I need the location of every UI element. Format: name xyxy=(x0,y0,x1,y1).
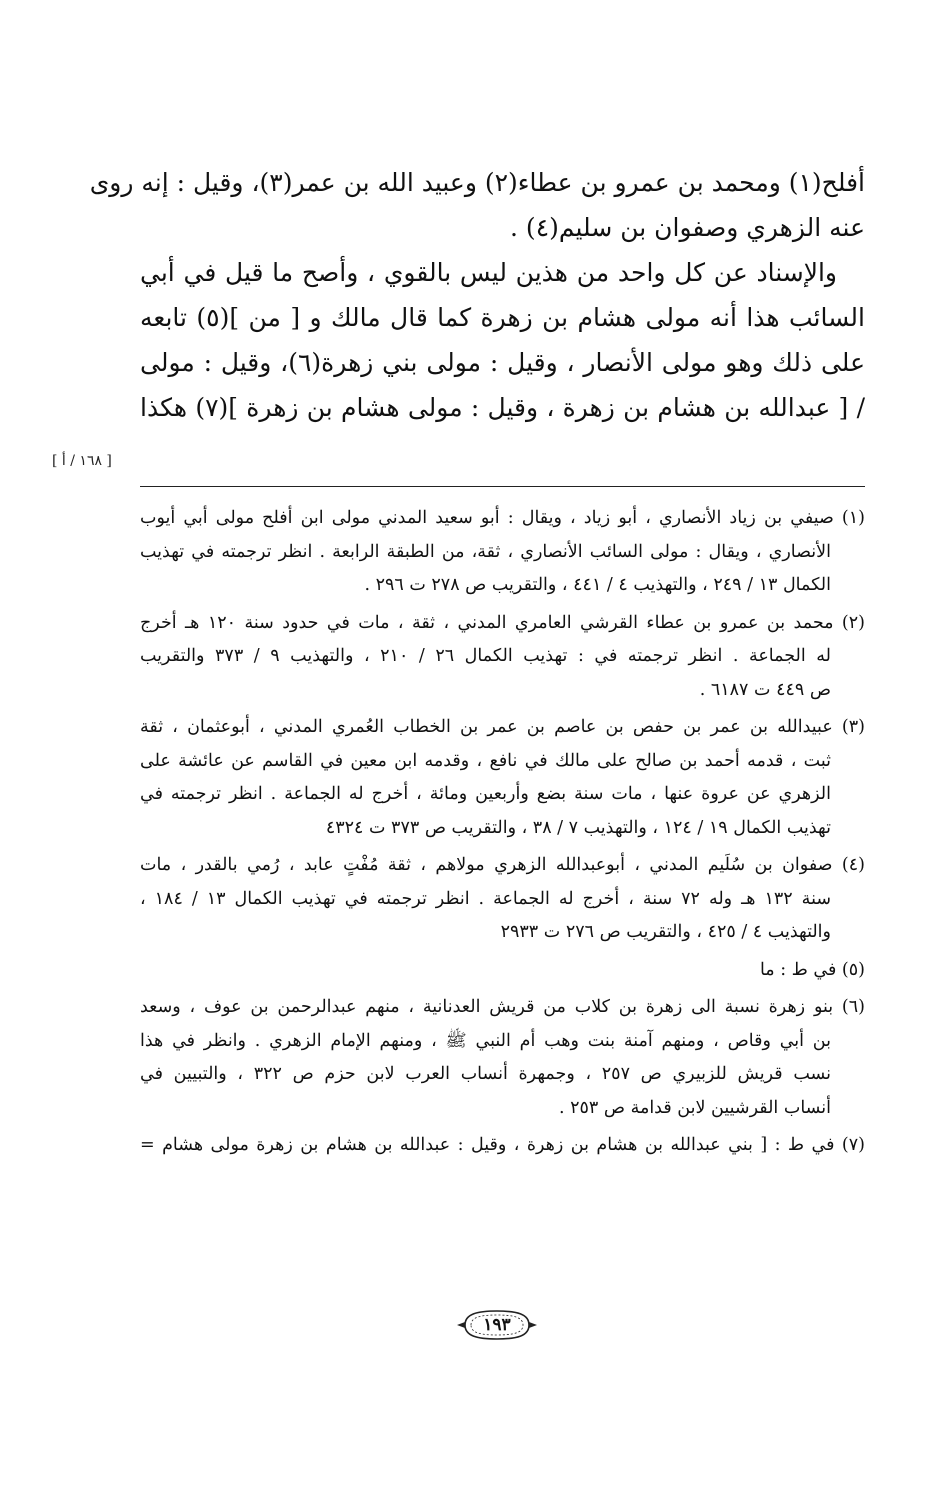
footnote-line: الزهري عن عروة عنها ، مات سنة بضع وأربعين ومائة ، أخرج له الجماعة . انظر ترجمته في xyxy=(140,784,831,804)
footnote-line: (٦) بنو زهرة نسبة الى زهرة بن كلاب من قريش العدنانية ، منهم عبدالرحمن بن عوف ، وسعد xyxy=(140,997,865,1017)
footnote-4 xyxy=(140,849,865,950)
main-text-line: والإسناد عن كل واحد من هذين ليس بالقوي ، وأصح ما قيل في أبي xyxy=(140,258,837,287)
footnote-line: الكمال ١٣ / ٢٤٩ ، والتهذيب ٤ / ٤٤١ ، والتقريب ص ٢٧٨ ت ٢٩٦ . xyxy=(364,575,831,595)
footnote-line: له الجماعة . انظر ترجمته في : تهذيب الكمال ٢٦ / ٢١٠ ، والتهذيب ٩ / ٣٧٣ والتقريب xyxy=(140,646,831,666)
main-text-line: عنه الزهري وصفوان بن سليم(٤) . xyxy=(510,213,865,242)
footnote-line: نسب قريش للزبيري ص ٢٥٧ ، وجمهرة أنساب العرب لابن حزم ص ٣٢٢ ، والتبيين في xyxy=(140,1064,831,1084)
footnote-line: (٣) عبيدالله بن عمر بن حفص بن عاصم بن عمر بن الخطاب العُمري المدني ، أبوعثمان ، ثقة xyxy=(140,717,865,737)
footnote-line: سنة ١٣٢ هـ وله ٧٢ سنة ، أخرج له الجماعة . انظر ترجمته في تهذيب الكمال ١٣ / ١٨٤ ، xyxy=(140,888,832,909)
footnote-6 xyxy=(140,991,865,1125)
footnote-line: أنساب القرشيين لابن قدامة ص ٢٥٣ . xyxy=(558,1097,831,1118)
footnote-line: (١) صيفي بن زياد الأنصاري ، أبو زياد ، ويقال : أبو سعيد المدني مولى ابن أفلح مولى أبي أيوب xyxy=(140,508,865,528)
footnote-line: ص ٤٤٩ ت ٦١٨٧ . xyxy=(699,679,831,700)
footnote-3 xyxy=(140,711,865,845)
footnote-line: (٧) في ط : [ بني عبدالله بن هشام بن زهرة ، وقيل : عبدالله بن هشام بن زهرة مولى هشام = xyxy=(140,1135,865,1155)
footnote-1 xyxy=(140,502,865,603)
footnote-line: ثبت ، قدمه أحمد بن صالح على مالك في نافع ، وقدمه ابن معين في القاسم عن عائشة على xyxy=(140,750,831,771)
footnote-line: (٢) محمد بن عمرو بن عطاء القرشي العامري المدني ، ثقة ، مات في حدود سنة ١٢٠ هـ أخرج xyxy=(140,612,865,633)
footnote-5 xyxy=(140,954,865,988)
main-text-line: / [ عبدالله بن هشام بن زهرة ، وقيل : مولى هشام بن زهرة ](٧) هكذا xyxy=(140,393,865,422)
main-text-line: على ذلك وهو مولى الأنصار ، وقيل : مولى بني زهرة(٦)، وقيل : مولى xyxy=(140,348,865,377)
footnote-7 xyxy=(140,1129,865,1163)
manuscript-folio-marker: [ ١٦٨ / أ ] xyxy=(52,453,112,469)
footnote-2 xyxy=(140,607,865,708)
footnote-separator xyxy=(140,486,865,487)
page-number xyxy=(455,1308,539,1342)
main-text xyxy=(89,160,865,430)
footnote-line: (٥) في ط : ما xyxy=(759,959,865,980)
footnote-line: (٤) صفوان بن سُلَيم المدني ، أبوعبدالله الزهري مولاهم ، ثقة مُفْتٍ عابد ، رُمي بالقدر ، مات xyxy=(140,855,865,875)
footnote-line: والتهذيب ٤ / ٤٢٥ ، والتقريب ص ٢٧٦ ت ٢٩٣٣ xyxy=(500,922,831,942)
footnote-line: بن أبي وقاص ، ومنهم آمنة بنت وهب أم النبي ﷺ ، ومنهم الإمام الزهري . وانظر في هذا xyxy=(140,1030,831,1051)
page-number-text: ١٩٣ xyxy=(483,1315,511,1335)
footnote-line: تهذيب الكمال ١٩ / ١٢٤ ، والتهذيب ٧ / ٣٨ ، والتقريب ص ٣٧٣ ت ٤٣٢٤ xyxy=(325,817,831,838)
main-text-line: السائب هذا أنه مولى هشام بن زهرة كما قال مالك و [ من ](٥) تابعه xyxy=(140,303,865,332)
footnote-line: الأنصاري ، ويقال : مولى السائب الأنصاري ، ثقة، من الطبقة الرابعة . انظر ترجمته في تهذيب xyxy=(140,541,831,562)
footnotes xyxy=(140,502,865,1167)
main-text-line: أفلح(١) ومحمد بن عمرو بن عطاء(٢) وعبيد الله بن عمر(٣)، وقيل : إنه روى xyxy=(89,168,865,197)
